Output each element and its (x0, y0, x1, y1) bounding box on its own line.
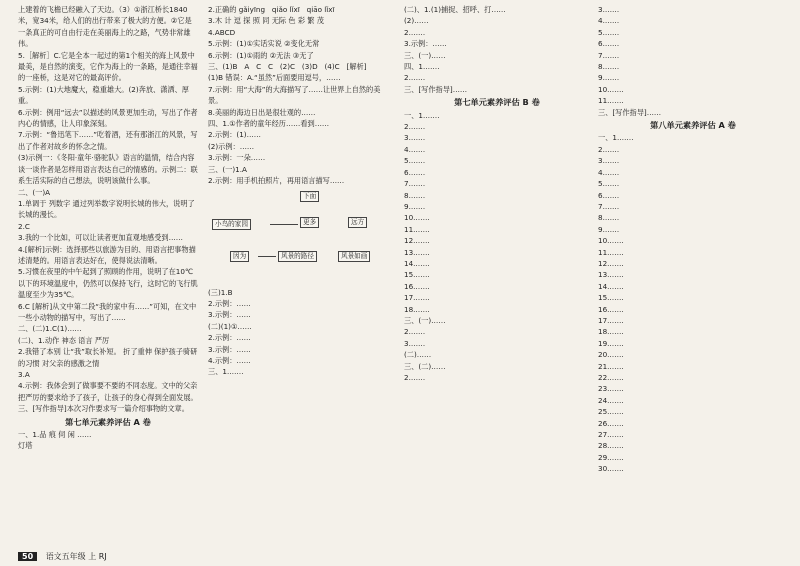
column-3 (404, 4, 590, 549)
text-line: 2.我错了本别 让“我”取长补短。 折了重伸 保护孩子骑研的习惯 对父亲的感激之情 (18, 347, 198, 368)
diagram-arrow (258, 256, 276, 257)
text-line: 12.…… (404, 236, 430, 246)
text-line: 12.…… (598, 258, 624, 268)
text-line: 13.…… (598, 270, 624, 280)
text-line: 6.…… (598, 190, 620, 200)
text-line: 2.…… (404, 373, 426, 382)
text-line: 3.…… (404, 133, 426, 143)
diagram-box: 下面 (300, 191, 319, 202)
text-line: 9.…… (404, 201, 426, 211)
text-line: 一、1.品 痕 伺 闲 …… (18, 430, 92, 440)
text-line: 6.示例：例用“远去”以描述的风景更加生动，写出了作者内心的情感，让人印象深刻。 (18, 107, 198, 129)
text-line: 3.…… (598, 156, 620, 166)
text-line: 11.…… (598, 247, 624, 257)
text-line: 8.…… (598, 213, 620, 223)
text-line: 8.美丽的海边日出是很壮观的…… (208, 107, 316, 117)
text-line: 10.…… (598, 84, 624, 94)
column-1 (18, 4, 198, 549)
diagram-box: 因为 (230, 251, 249, 262)
text-line: 7.示例：“鲁迅笔下……”吃着酒，还有那浙江的风景，写出了作者对故乡的怀念之情。 (18, 130, 198, 151)
diagram-box: 小鸟的家园 (212, 219, 251, 230)
text-line: 4.…… (598, 16, 620, 26)
text-line: (二)(1)①…… (208, 321, 252, 331)
text-line: (二)…… (404, 350, 432, 360)
page-number: 50 (18, 552, 37, 561)
text-line: 18.…… (598, 327, 624, 337)
text-line: 1.单调于 列数字 通过列举数字说明长城的伟大，说明了长城的漫长。 (18, 198, 195, 220)
section-heading: 第八单元素养评估 A 卷 (650, 120, 736, 131)
text-line: 6.C [解析]从文中第二段“我的家中有……”可知，在文中一些小动物的描写中，写出了…… (18, 301, 197, 322)
text-line: 6.…… (404, 167, 426, 177)
text-line: 30.…… (598, 464, 624, 474)
text-line: 16.…… (404, 281, 430, 291)
diagram-box: 风景的路径 (278, 251, 317, 262)
text-line: 3.我的一个比如，可以让读者更加直观地感受到…… (18, 233, 183, 243)
text-line: 3.…… (598, 5, 620, 14)
text-line: 20.…… (598, 350, 624, 360)
text-line: 13.…… (404, 247, 430, 257)
text-line: 7.示例：用“大海”的大海描写了……让世界上自然的美景。 (208, 84, 381, 106)
text-line: 二、(一)A (18, 187, 51, 197)
text-line: 三、(二)…… (404, 361, 446, 371)
text-line: 2.…… (598, 144, 620, 154)
text-line: 22.…… (598, 373, 624, 382)
text-line: 6.…… (598, 39, 620, 49)
column-2 (208, 4, 394, 549)
text-line: (3)示例一：《冬阳·童年·骆驼队》语言的温情，结合内容谈一谈作者是怎样用语言表达自己的情感的。示例二：联系生活实际的自己想法，说明该做什么事。 (18, 153, 198, 186)
text-line: 4.ABCD (208, 27, 236, 37)
text-line: 25.…… (598, 407, 624, 417)
column-4 (598, 4, 788, 549)
text-line: 5.示例：(1)①实话实说 ②变化无常 (208, 39, 320, 49)
text-line: 8.…… (598, 62, 620, 72)
text-line: 2.示例：用手机拍照片，再用语言描写…… (208, 176, 345, 186)
text-line: 4.…… (598, 167, 620, 177)
text-line: 11.…… (598, 96, 624, 106)
text-line: 3.木 计 逗 探 照 同 无际 色 彩 繁 茂 (208, 16, 324, 26)
text-line: 9.…… (598, 73, 620, 83)
text-line: 4.[解析]示例：选择那些以旅游为目的、用语言把事物描述清楚的。用语言表达好在，使得说法清晰。 (18, 244, 196, 265)
text-line: 16.…… (598, 304, 624, 314)
text-line: 三、1.…… (208, 367, 244, 377)
text-line: 三、(一)…… (404, 50, 446, 60)
text-line: 3.示例：一朵…… (208, 153, 266, 163)
text-line: (2)示例：…… (208, 141, 255, 151)
text-line: 5.示例：(1)大地魔大，稳重雄大。(2)奔放、潇洒、厚重。 (18, 84, 189, 106)
text-line: 三、(1)B A C C (2)C (3)D (4)C [解析] (208, 62, 367, 72)
text-line: 5.…… (598, 27, 620, 37)
text-line: 一、1.…… (598, 133, 634, 143)
text-line: 二、(二)1.C(1)…… (18, 324, 82, 334)
text-line: 18.…… (404, 304, 430, 314)
text-line: 3.示例：…… (208, 310, 251, 320)
text-line: 三、(一)…… (404, 315, 446, 325)
text-line: 21.…… (598, 361, 624, 371)
text-line: 14.…… (598, 281, 624, 291)
text-line: 7.…… (404, 179, 426, 189)
text-line: 2.示例：…… (208, 298, 251, 308)
text-line: (2)…… (404, 16, 429, 26)
page-footer (18, 551, 107, 562)
section-heading: 第七单元素养评估 A 卷 (65, 416, 151, 427)
text-line: 23.…… (598, 384, 624, 394)
answer-diagram (208, 189, 394, 285)
text-line: 3.A (18, 370, 30, 379)
text-line: 19.…… (598, 338, 624, 348)
text-line: 3.示例：…… (404, 39, 447, 49)
diagram-arrow (270, 224, 298, 225)
text-line: 7.…… (598, 50, 620, 60)
text-line: 2.示例：…… (208, 333, 251, 343)
text-line: 27.…… (598, 430, 624, 440)
text-line: 17.…… (598, 315, 624, 325)
text-line: 三、(一)1.A (208, 164, 247, 174)
text-line: 28.…… (598, 441, 624, 451)
text-line: (二)、1.动作 神态 语言 严厉 (18, 335, 110, 345)
text-line: 7.…… (598, 201, 620, 211)
text-line: 四、1.①作者的童年经历……看到…… (208, 119, 330, 129)
c1-lines (18, 4, 198, 415)
text-line: 2.正确的 gǎiyīng qiǎo lǐxī qiāo lǐxī (208, 5, 335, 14)
text-line: 15.…… (598, 293, 624, 303)
text-line: 6.示例：(1)①雨的 ②无法 ③无了 (208, 50, 314, 60)
book-title: 语文五年级 上 RJ (45, 552, 107, 561)
text-line: 2.C (18, 221, 30, 231)
text-line: 三、[写作指导]…… (598, 107, 662, 117)
text-line: 4.示例：…… (208, 355, 251, 365)
text-line: 三、[写作指导]…… (404, 84, 468, 94)
text-line: 2.…… (404, 122, 426, 132)
text-line: 29.…… (598, 452, 624, 462)
text-line: 15.…… (404, 270, 430, 280)
text-line: 一、1.…… (404, 110, 440, 120)
text-line: 3.示例：…… (208, 344, 251, 354)
text-line: 2.…… (404, 327, 426, 337)
text-line: 灯塔 (18, 441, 33, 451)
text-line: 5.习惯在夜里的中午起到了照顾的作用，说明了在10℃以下的环境温度中，仍然可以保持飞行，这时它的飞行肌温度至少为35℃。 (18, 267, 198, 300)
section-heading: 第七单元素养评估 B 卷 (454, 97, 540, 108)
text-line: 三、[写作指导]本次习作要求写一篇介绍事物的文章。 (18, 404, 189, 414)
text-line: 9.…… (598, 224, 620, 234)
diagram-box: 远方 (348, 217, 367, 228)
text-line: (1)B 错误：A.“虽然”后面要用逗号，…… (208, 73, 341, 83)
text-line: 4.…… (404, 144, 426, 154)
text-line: 10.…… (598, 236, 624, 246)
text-line: 11.…… (404, 224, 430, 234)
text-line: (二)、1.(1)捕捉、招呼、打…… (404, 5, 506, 14)
text-line: 上建着的飞檐已经融入了天边。（3）①浙江桥长1840米，宽34米，给人们的出行带来了极大的方便。②它是一条真正的可自由行走在美丽海上的之路，气势非常雄伟。 (18, 5, 192, 49)
text-line: 3.…… (404, 338, 426, 348)
text-line: 5.…… (404, 156, 426, 166)
text-line: 17.…… (404, 293, 430, 303)
diagram-box: 更多 (300, 217, 319, 228)
text-line: 2.…… (404, 73, 426, 83)
text-line: 10.…… (404, 213, 430, 223)
text-line: (三)1.B (208, 287, 233, 297)
text-line: 8.…… (404, 190, 426, 200)
text-line: 26.…… (598, 418, 624, 428)
text-line: 四、1.…… (404, 62, 440, 72)
diagram-box: 风景如画 (338, 251, 370, 262)
text-line: 2.示例：(1)…… (208, 130, 261, 140)
text-line: 4.示例：我体会到了做事要不要的不同态度。文中的父亲把严厉的要求给予了孩子，让孩子的身心得到全面发展。 (18, 381, 198, 402)
text-line: 5.…… (598, 179, 620, 189)
text-line: 5.［解析］C.它是全本一起过的第1个相关的海上风景中最美，是自然的演变，它作为海上的一条路，是通往幸福的一座桥，这是对它的最高评价。 (18, 50, 198, 83)
text-line: 14.…… (404, 258, 430, 268)
text-line: 24.…… (598, 395, 624, 405)
text-line: 2.…… (404, 27, 426, 37)
